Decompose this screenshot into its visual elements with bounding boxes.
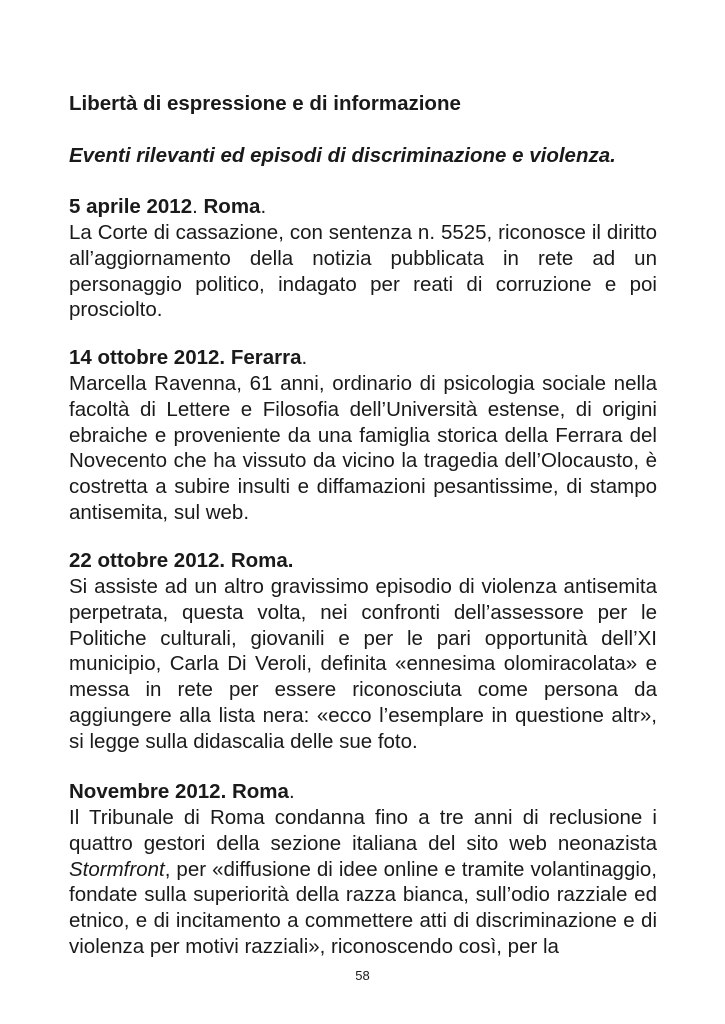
entry-heading: [69, 779, 657, 805]
entry-date-separator: .: [219, 549, 231, 572]
entry-date: 5 aprile 2012: [69, 195, 193, 218]
entry-place-end: .: [287, 549, 294, 572]
entry-place: Roma: [230, 549, 288, 572]
entry-date: 14 ottobre 2012: [69, 346, 220, 369]
entry-date-separator: .: [220, 780, 232, 803]
entry-text: La Corte di cassazione, con sentenza n. 5525, riconosce il diritto all’aggiornamento della notizia pubblicata in rete ad un personaggio politico, indagato per reati di corruzione e poi prosciolto.: [69, 221, 657, 322]
section-subtitle: Eventi rilevanti ed episodi di discriminazione e violenza.: [69, 144, 616, 167]
entry-5-aprile-2012: [69, 194, 657, 323]
entry-date: 22 ottobre 2012: [69, 549, 220, 572]
entry-22-ottobre-2012: [69, 548, 657, 755]
section-title: Libertà di espressione e di informazione: [69, 92, 461, 115]
entry-date-separator: .: [219, 346, 231, 369]
entry-text: Marcella Ravenna, 61 anni, ordinario di psicologia sociale nella facoltà di Lettere e Filosofia dell’Università estense, di origini ebraiche e proveniente da una famiglia storica della Ferrara del Novecento che ha vissuto da vicino la tragedia dell’Olocausto, è costretta a subire insulti e diffamazioni pesantissime, di stampo antisemita, sul web.: [69, 372, 657, 524]
entry-novembre-2012: [69, 779, 657, 960]
page-number: 58: [355, 968, 370, 983]
entry-place: Roma: [203, 195, 261, 218]
entry-place-end: .: [260, 195, 267, 218]
entry-place-end: .: [288, 780, 295, 803]
entry-text-italic: Stormfront: [69, 857, 165, 881]
entry-text-after: , per «diffusione di idee online e tramite volantinaggio, fondate sulla superiorità della razza bianca, sull’odio razziale ed etnico, e di incitamento a commettere atti di discriminazione e di violenza per motivi razziali», riconoscendo così, per la: [69, 857, 657, 958]
entry-place-end: .: [301, 346, 308, 369]
entry-heading: [69, 345, 657, 371]
entry-heading: [69, 548, 657, 574]
entry-date-separator: .: [192, 195, 204, 218]
entry-place: Roma: [231, 780, 289, 803]
entry-text-before: Il Tribunale di Roma condanna fino a tre anni di reclusione i quattro gestori della sezione italiana del sito web neonazista: [69, 806, 657, 855]
entry-heading: [69, 194, 657, 220]
entry-place: Ferarra: [230, 346, 302, 369]
entry-14-ottobre-2012: [69, 345, 657, 526]
entry-text: [69, 805, 657, 960]
entry-date: Novembre 2012: [69, 780, 221, 803]
entry-text: Si assiste ad un altro gravissimo episodio di violenza antisemita perpetrata, questa volta, nei confronti dell’assessore per le Politiche culturali, giovanili e per le pari opportunità dell’XI municipio, Carla Di Veroli, definita «ennesima olomiracolata» e messa in rete per essere riconosciuta come persona da aggiungere alla lista nera: «ecco l’esemplare in questione altr», si legge sulla didascalia delle sue foto.: [69, 575, 657, 753]
